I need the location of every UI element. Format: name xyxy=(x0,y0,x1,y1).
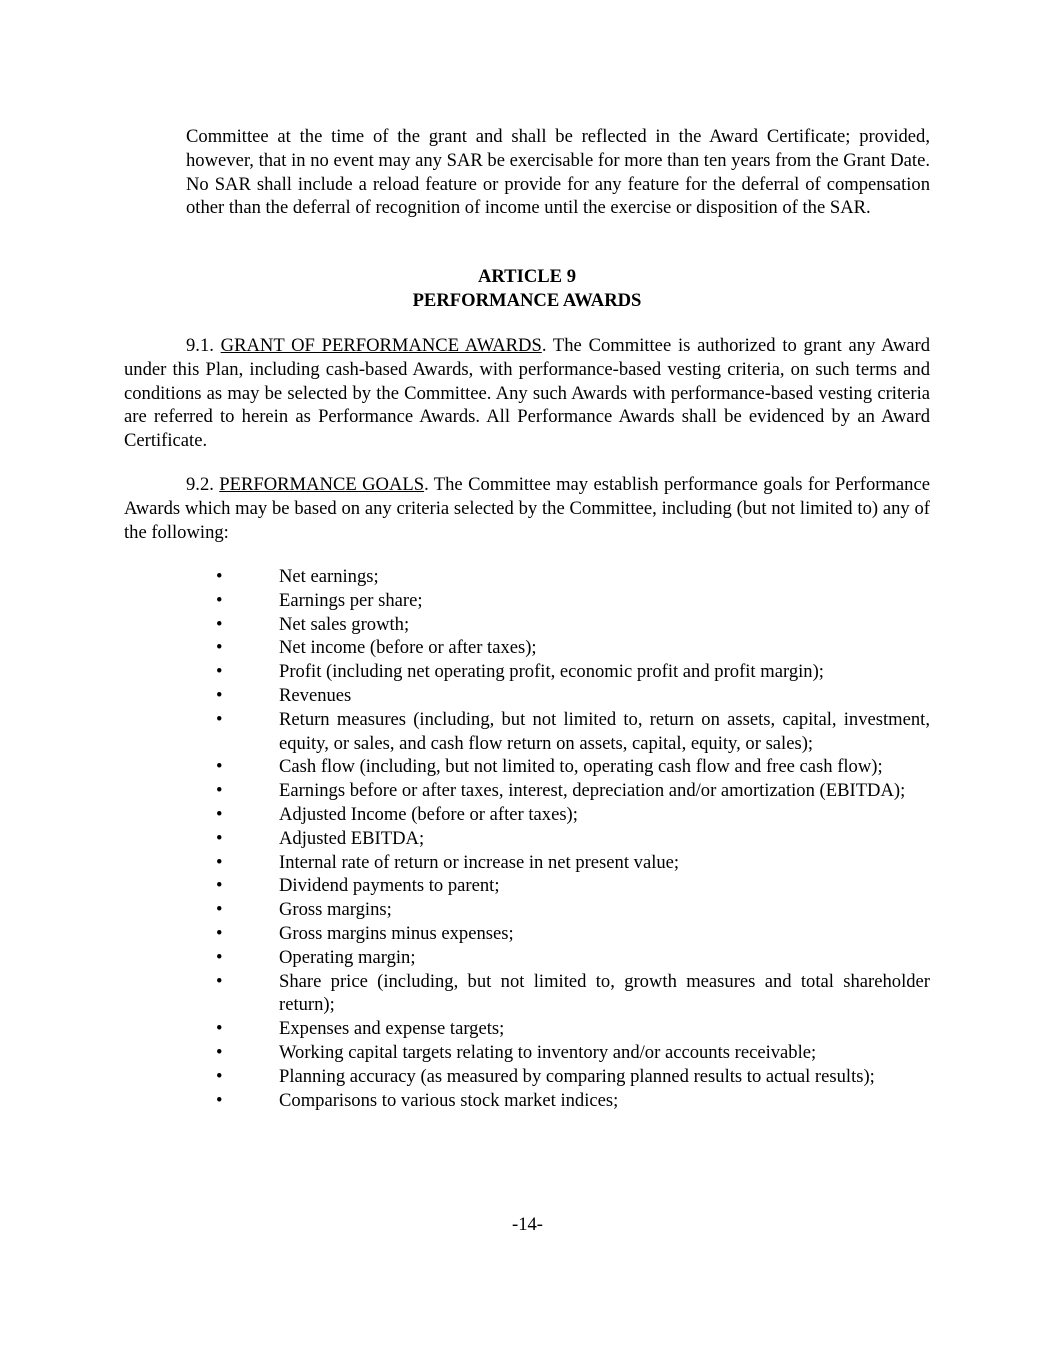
bullet-icon: • xyxy=(216,756,223,778)
section-title: PERFORMANCE GOALS xyxy=(219,474,425,495)
list-item xyxy=(0,970,930,1018)
article-number: ARTICLE 9 xyxy=(477,266,577,287)
bullet-icon: • xyxy=(216,613,223,635)
section-number: 9.1. xyxy=(186,335,214,356)
list-item-text: Share price (including, but not limited to, growth measures and total shareholder return); xyxy=(279,970,930,1016)
bullet-icon: • xyxy=(216,566,223,587)
list-item xyxy=(0,1089,930,1113)
section-9-2 xyxy=(124,473,930,544)
bullet-icon: • xyxy=(216,970,223,992)
list-item xyxy=(0,1017,930,1041)
section-text: . The Committee is authorized to grant any Award under this Plan, including cash-based Awards, with performance-based vesting criteria, on such terms and conditions as may be selected by the Committee. Any such Awards with performance-based vesting criteria are referred to herein as Performance Awards. All Performance Awards shall be evidenced by an Award Certificate. xyxy=(124,335,930,452)
list-item xyxy=(0,589,930,613)
list-item-text: Comparisons to various stock market indices; xyxy=(279,1089,619,1111)
section-9-1 xyxy=(124,334,930,453)
bullet-icon: • xyxy=(216,922,223,944)
list-item-text: Internal rate of return or increase in net present value; xyxy=(279,851,680,873)
list-item-text: Profit (including net operating profit, economic profit and profit margin); xyxy=(279,661,824,683)
list-item-text: Return measures (including, but not limited to, return on assets, capital, investment, equity, or sales, and cash flow return on assets, capital, equity, or sales); xyxy=(279,708,930,754)
list-item-text: Adjusted Income (before or after taxes); xyxy=(279,803,578,825)
bullet-icon: • xyxy=(216,803,223,825)
list-item xyxy=(0,613,930,637)
list-item xyxy=(0,660,930,684)
list-item xyxy=(0,708,930,756)
bullet-icon: • xyxy=(216,637,223,659)
section-text: . The Committee may establish performance goals for Performance Awards which may be based on any criteria selected by the Committee, including (but not limited to) any of the following: xyxy=(124,474,930,543)
list-item xyxy=(0,755,930,779)
list-item-text: Revenues xyxy=(279,684,352,706)
list-item-text: Cash flow (including, but not limited to, operating cash flow and free cash flow); xyxy=(279,756,883,778)
bullet-icon: • xyxy=(216,851,223,873)
list-item xyxy=(0,636,930,660)
bullet-icon: • xyxy=(216,708,223,730)
list-item-text: Earnings before or after taxes, interest, depreciation and/or amortization (EBITDA); xyxy=(279,780,906,802)
list-item-text: Earnings per share; xyxy=(279,589,423,611)
page-number: -14- xyxy=(512,1214,543,1235)
list-item-text: Expenses and expense targets; xyxy=(279,1018,505,1040)
bullet-icon: • xyxy=(216,780,223,802)
list-item-text: Operating margin; xyxy=(279,946,416,968)
list-item xyxy=(0,684,930,708)
list-item-text: Gross margins; xyxy=(279,899,392,921)
bullet-icon: • xyxy=(216,661,223,683)
list-item-text: Net income (before or after taxes); xyxy=(279,637,537,659)
list-item xyxy=(0,874,930,898)
list-item xyxy=(0,1065,930,1089)
bullet-icon: • xyxy=(216,827,223,849)
section-number: 9.2. xyxy=(186,474,214,495)
list-item-text: Net sales growth; xyxy=(279,613,410,635)
performance-criteria-list xyxy=(0,565,1055,1112)
bullet-icon: • xyxy=(216,875,223,897)
bullet-icon: • xyxy=(216,1018,223,1040)
article-title: PERFORMANCE AWARDS xyxy=(412,290,642,311)
bullet-icon: • xyxy=(216,899,223,921)
list-item xyxy=(0,898,930,922)
list-item xyxy=(0,946,930,970)
list-item xyxy=(0,803,930,827)
bullet-icon: • xyxy=(216,1041,223,1063)
list-item-text: Net earnings; xyxy=(279,566,379,587)
list-item-text: Gross margins minus expenses; xyxy=(279,922,514,944)
list-item-text: Planning accuracy (as measured by comparing planned results to actual results); xyxy=(279,1065,875,1087)
list-item xyxy=(0,779,930,803)
section-title: GRANT OF PERFORMANCE AWARDS xyxy=(220,335,542,356)
bullet-icon: • xyxy=(216,589,223,611)
list-item xyxy=(0,565,930,589)
bullet-icon: • xyxy=(216,946,223,968)
list-item-text: Dividend payments to parent; xyxy=(279,875,500,897)
continuation-paragraph: Committee at the time of the grant and shall be reflected in the Award Certificate; provided, however, that in no event may any SAR be exercisable for more than ten years from the Grant Date. No SAR shall include a reload feature or provide for any feature for the deferral of compensation other than the deferral of recognition of income until the exercise or disposition of the SAR. xyxy=(186,126,930,219)
list-item-text: Adjusted EBITDA; xyxy=(279,827,425,849)
list-item-text: Working capital targets relating to inventory and/or accounts receivable; xyxy=(279,1041,817,1063)
bullet-icon: • xyxy=(216,1089,223,1111)
bullet-icon: • xyxy=(216,684,223,706)
list-item xyxy=(0,922,930,946)
list-item xyxy=(0,827,930,851)
list-item xyxy=(0,851,930,875)
bullet-icon: • xyxy=(216,1065,223,1087)
list-item xyxy=(0,1041,930,1065)
